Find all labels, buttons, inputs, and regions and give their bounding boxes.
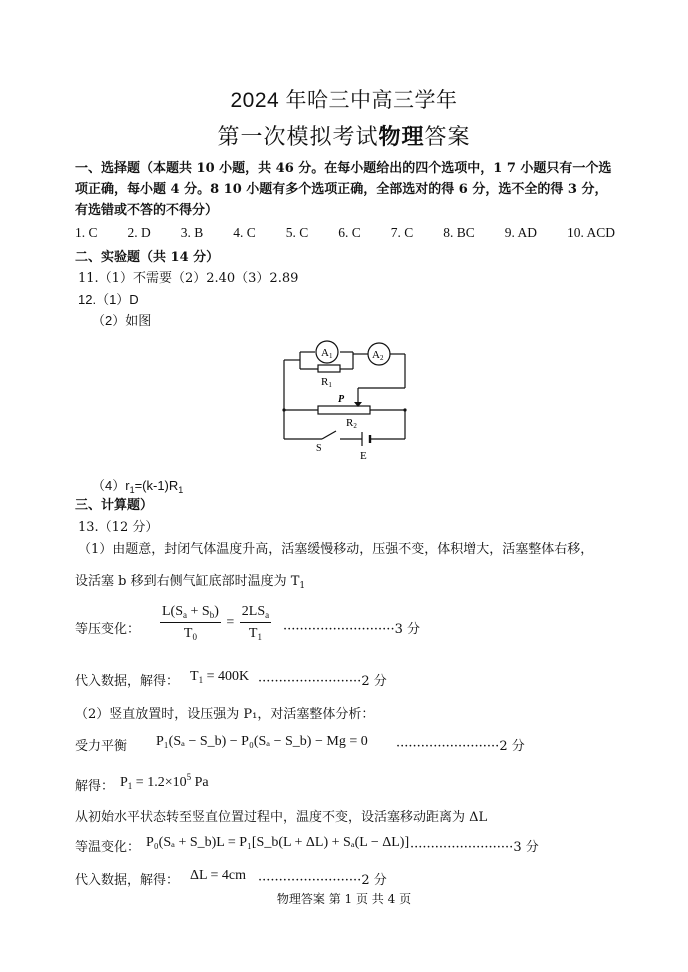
eq5-score: ·························3 分 (410, 840, 539, 855)
q11-answer: 11.（1）不需要（2）2.40（3）2.89 (78, 271, 299, 286)
eq2-formula: $T_1 = 400K$ (190, 669, 250, 685)
q13-header: 13.（12 分） (78, 520, 159, 535)
choice-answer: 4. C (233, 225, 256, 240)
q12-part4: $(4)r_1=(k-1)R_1$ (92, 478, 184, 495)
junction-dot (282, 408, 285, 411)
choice-answer: 9. AD (504, 225, 537, 240)
choice-answer: 2. D (127, 225, 151, 240)
eq2-label: 代入数据，解得： (75, 674, 180, 689)
choice-answer: 1. C (75, 225, 98, 240)
q13-para3: （2）竖直放置时，设压强为 P₁，对活塞整体分析： (75, 707, 375, 722)
choice-answer: 3. B (180, 225, 204, 240)
choice-answer: 10. ACD (566, 225, 615, 240)
section1-heading: 一、选择题（本题共 10 小题，共 46 分。在每小题给出的四个选项中，1 7 小题只有一个选项正确，每小题 4 分。8 10 小题有多个选项正确，全部选对的得 6 分，选不全的得 3 分，有选错或不答的不得分） (75, 161, 612, 218)
section3-heading: 三、计算题） (75, 498, 154, 513)
battery-label: E (360, 450, 367, 462)
eq3-score: ·························2 分 (396, 739, 525, 754)
subtitle-part-c: 答案 (424, 124, 471, 149)
eq4-formula: $P_1 = 1.2\times 10^5$ Pa (120, 772, 209, 791)
choice-answer: 7. C (390, 225, 414, 240)
page-footer: 物理答案 第 1 页 共 4 页 (276, 892, 412, 906)
junction-dot (403, 408, 406, 411)
q13-para1: （1）由题意，封闭气体温度升高，活塞缓慢移动，压强不变，体积增大，活塞整体右移， (78, 542, 594, 557)
page-title: 2024 年哈三中高三学年 (230, 89, 458, 112)
circuit-diagram (270, 322, 420, 467)
a1-label: A1 (321, 347, 333, 360)
eq6-score: ·························2 分 (258, 873, 387, 888)
eq3-formula: P₁(Sₐ − S_b) − P₀(Sₐ − S_b) − Mg = 0 (156, 734, 368, 749)
eq5-formula: P₀(Sₐ + S_b)L = P₁[S_b(L + ΔL) + Sₐ(L − ΔL)] (146, 835, 410, 850)
subtitle-part-a: 第一次模拟考试 (217, 124, 379, 149)
eq2-score: ·························2 分 (258, 674, 387, 689)
subtitle-part-b: 物理 (378, 124, 425, 150)
q12-part2: （2）如图 (92, 313, 152, 328)
slider-p-label: P (338, 394, 345, 405)
eq3-label: 受力平衡 (75, 739, 128, 754)
rheostat-r2 (318, 406, 370, 414)
choice-answers (75, 225, 615, 241)
eq1-formula: $\frac{L(S_a + S_b)}{T_0}$ = $\frac{2LS_a}{T_1}$ (162, 604, 270, 642)
resistor-r1 (318, 365, 340, 372)
section2-heading: 二、实验题（共 14 分） (75, 250, 220, 265)
switch-label: S (316, 443, 322, 454)
page-subtitle (0, 120, 688, 151)
q13-para4: 从初始水平状态转至竖直位置过程中，温度不变，设活塞移动距离为 ΔL (75, 810, 488, 825)
q13-para2: 设活塞 b 移到右侧气缸底部时温度为 $T_1$ (75, 574, 306, 591)
eq6-formula: ΔL = 4cm (190, 868, 247, 883)
eq5-label: 等温变化： (75, 840, 141, 855)
eq1-score: ···························3 分 (283, 622, 420, 637)
eq1-label: 等压变化： (75, 622, 141, 637)
a2-label: A2 (372, 349, 384, 362)
r2-label: R2 (346, 417, 357, 430)
eq6-label: 代入数据，解得： (75, 873, 180, 888)
eq4-label: 解得： (75, 779, 115, 794)
q12-part1: 12.（1）D (78, 292, 139, 307)
choice-answer: 8. BC (443, 225, 475, 240)
choice-answer: 6. C (338, 225, 361, 240)
choice-answer: 5. C (285, 225, 309, 240)
r1-label: R1 (321, 376, 332, 389)
